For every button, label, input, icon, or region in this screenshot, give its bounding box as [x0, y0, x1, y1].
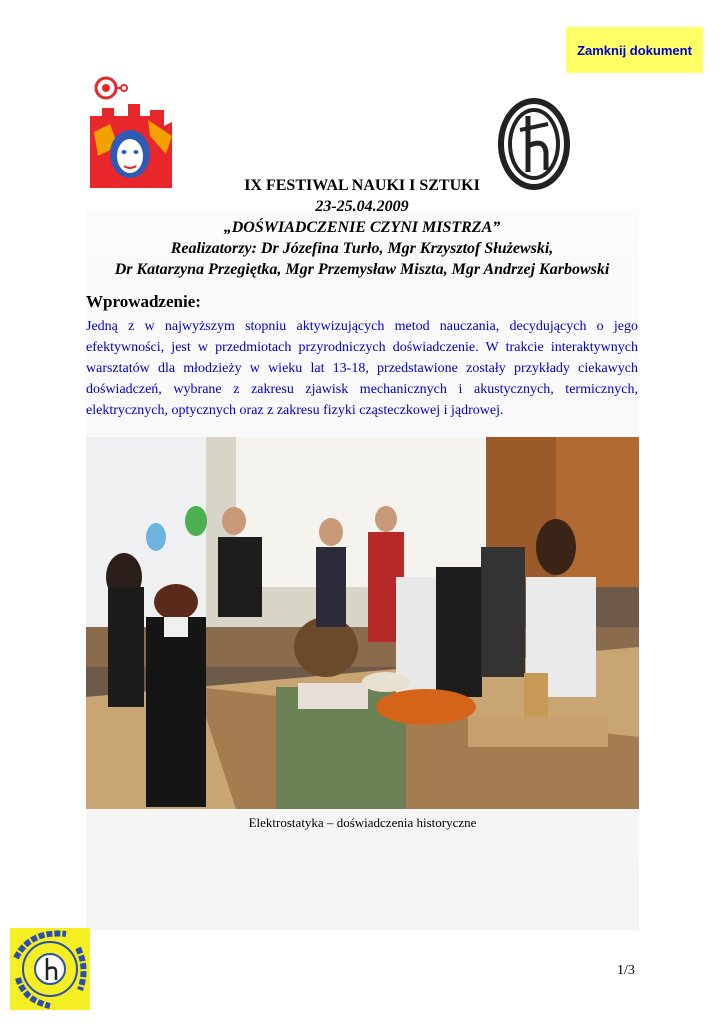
festival-title: IX FESTIWAL NAUKI I SZTUKI — [244, 177, 480, 194]
workshop-photo-image — [86, 437, 639, 809]
document-header — [80, 176, 644, 280]
didactics-department-stamp — [10, 928, 90, 1010]
photo-caption: Elektrostatyka – doświadczenia historyczne — [248, 815, 477, 830]
festival-dates: 23-25.04.2009 — [315, 198, 409, 215]
authors-line-2: Dr Katarzyna Przegiętka, Mgr Przemysław Miszta, Mgr Andrzej Karbowski — [114, 261, 610, 278]
close-document-button[interactable]: Zamknij dokument — [566, 27, 703, 73]
workshop-photo — [86, 437, 639, 809]
intro-heading: Wprowadzenie: — [86, 292, 201, 311]
festival-logo — [88, 76, 178, 191]
page-number: 1/3 — [617, 963, 635, 978]
authors-line-1: Realizatorzy: Dr Józefina Turło, Mgr Krzysztof Służewski, — [170, 240, 554, 257]
intro-paragraph: Jedną z w najwyższym stopniu aktywizujących metod nauczania, decydujących o jego efektywności, jest w przedmiotach przyrodniczych doświadczenie. W trakcie interaktywnych warsztatów dla młodzieży w wieku lat 13-18, przedstawione zostały przykłady ciekawych doświadczeń, wybrane z zakresu zjawisk mechanicznych i akustycznych, termicznych, elektrycznych, optycznych oraz z zakresu fizyki cząsteczkowej i jądrowej. — [86, 319, 638, 418]
workshop-title: „DOŚWIADCZENIE CZYNI MISTRZA” — [223, 219, 501, 236]
